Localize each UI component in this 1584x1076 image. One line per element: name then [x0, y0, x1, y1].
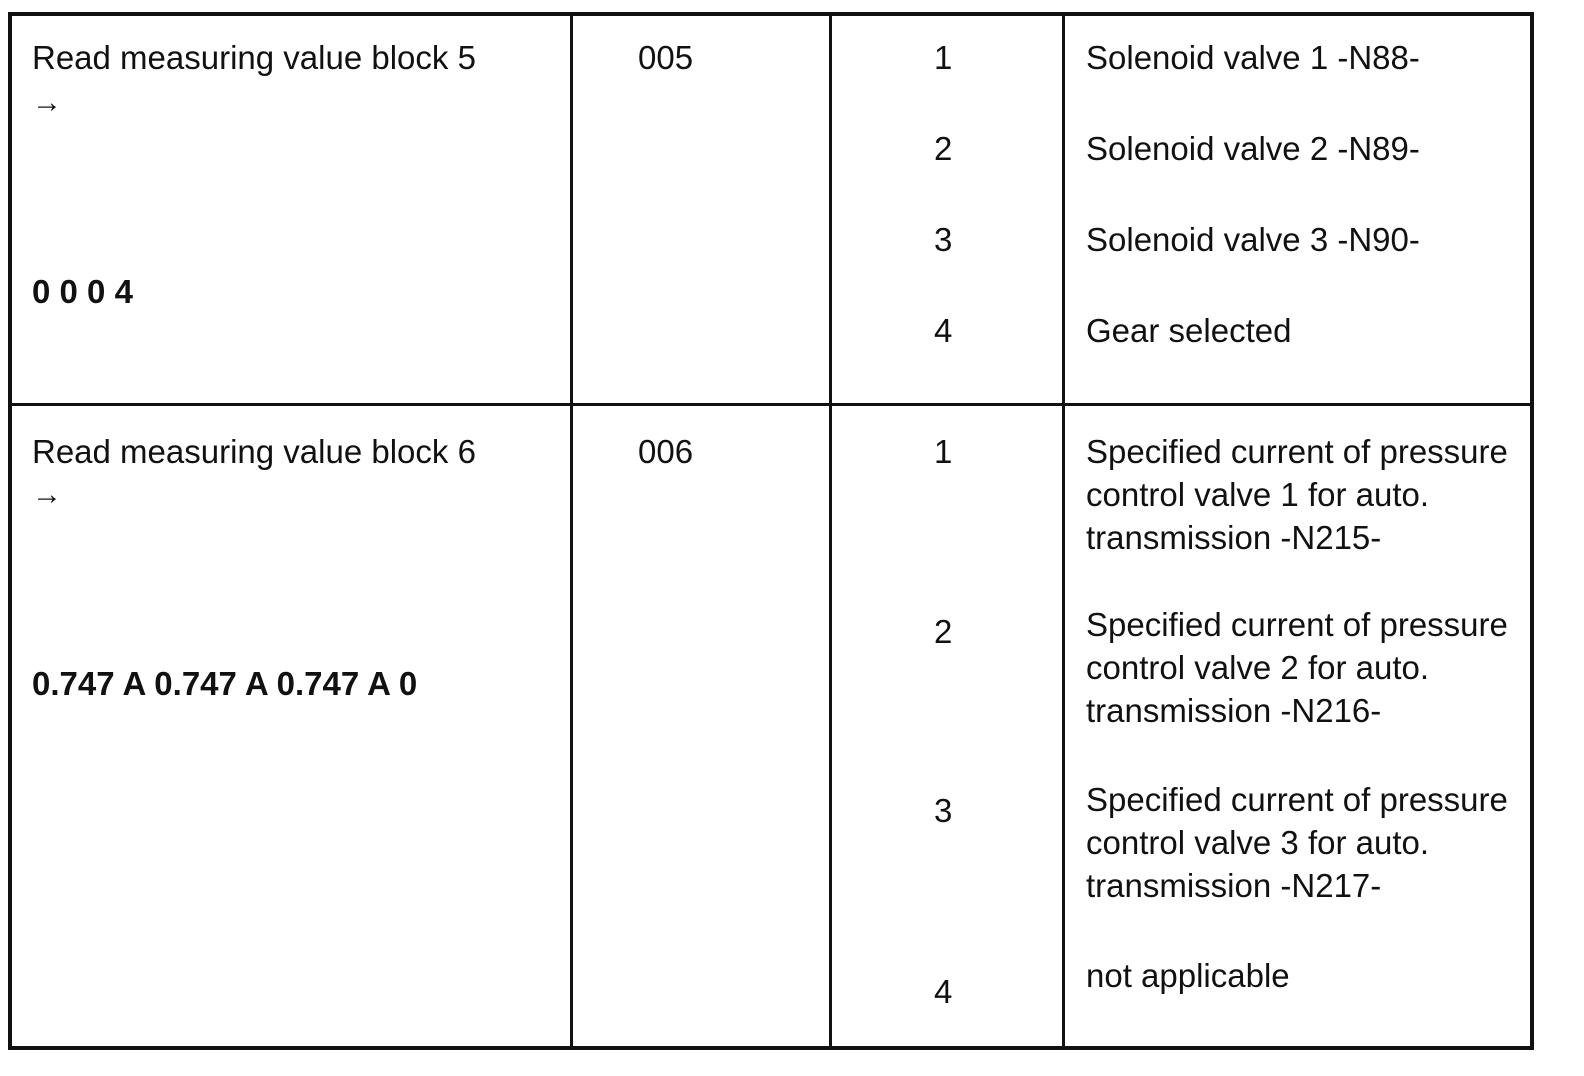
column-divider-3: [1062, 12, 1065, 1050]
display-value: 0 0 0 4: [32, 273, 133, 310]
field-number: 4: [934, 973, 953, 1010]
arrow-right-icon: →: [32, 478, 62, 511]
field-description: Solenoid valve 1 -N88-: [1086, 39, 1420, 76]
display-group: 005: [638, 39, 694, 76]
column-divider-1: [570, 12, 573, 1050]
field-number: 2: [934, 613, 953, 650]
table-border-bottom: [8, 1046, 1534, 1050]
field-description: Specified current of pressure control valve 1 for auto. transmission -N215-: [1086, 433, 1508, 556]
field-description: Specified current of pressure control valve 2 for auto. transmission -N216-: [1086, 606, 1508, 729]
row-divider: [8, 403, 1534, 406]
block-label: Read measuring value block 6: [32, 433, 476, 470]
field-number: 3: [934, 221, 953, 258]
field-description: Gear selected: [1086, 312, 1292, 349]
field-number: 2: [934, 130, 953, 167]
display-group: 006: [638, 433, 694, 470]
field-number: 4: [934, 312, 953, 349]
field-number: 3: [934, 792, 953, 829]
field-description: Solenoid valve 2 -N89-: [1086, 130, 1420, 167]
field-description: Solenoid valve 3 -N90-: [1086, 221, 1420, 258]
field-description: not applicable: [1086, 957, 1290, 994]
display-value: 0.747 A 0.747 A 0.747 A 0: [32, 665, 418, 702]
field-number: 1: [934, 39, 953, 76]
field-number: 1: [934, 433, 953, 470]
table-border-top: [8, 12, 1534, 16]
table-border-left: [8, 12, 12, 1050]
block-label: Read measuring value block 5: [32, 39, 476, 76]
field-description: Specified current of pressure control valve 3 for auto. transmission -N217-: [1086, 781, 1508, 904]
arrow-right-icon: →: [32, 86, 62, 119]
column-divider-2: [829, 12, 832, 1050]
